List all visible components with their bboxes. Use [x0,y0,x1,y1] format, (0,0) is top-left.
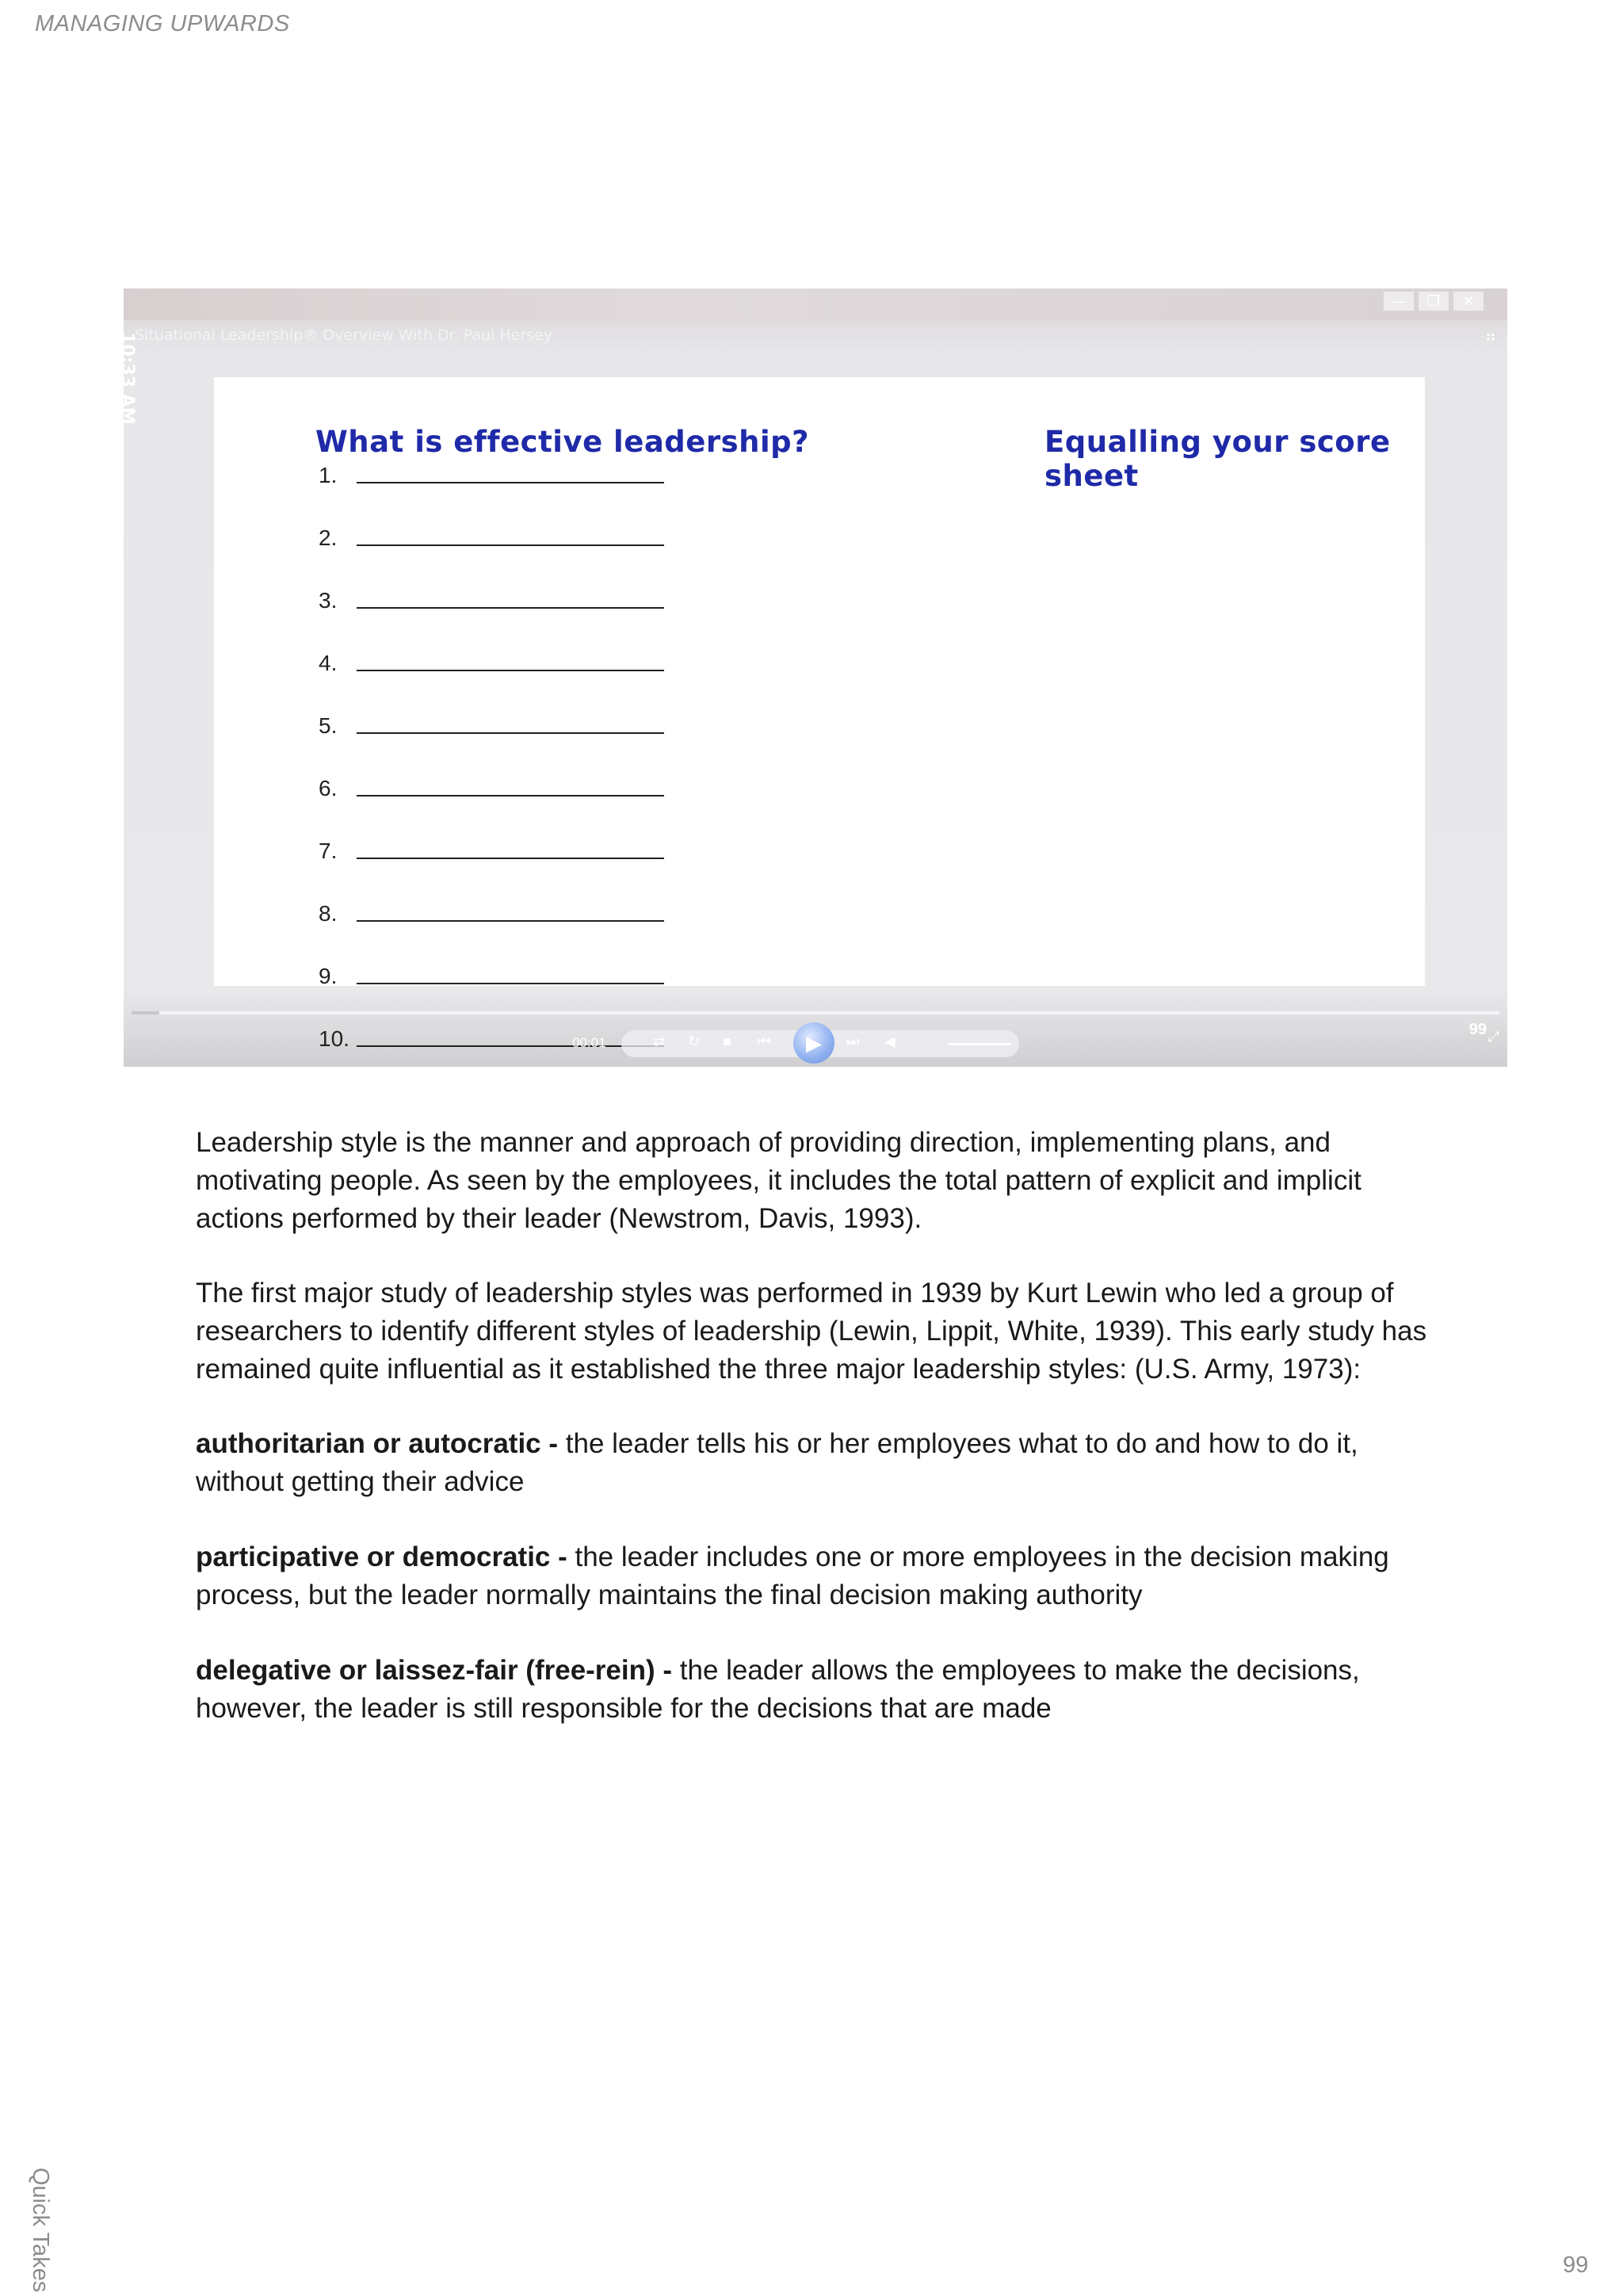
video-player[interactable] [117,288,1507,1067]
grid-icon[interactable]: ⠶ [1484,328,1496,346]
list-item: 2. [319,519,664,551]
minimize-icon[interactable]: — [1384,292,1414,311]
video-timestamp: 10:33 AM [117,332,137,425]
stop-icon[interactable]: ■ [723,1033,731,1049]
style-term: delegative or laissez-fair (free-rein) - [196,1655,673,1686]
repeat-icon[interactable]: ↻ [688,1033,701,1049]
list-item: 7. [319,832,664,864]
list-item: 10. [319,1020,664,1052]
style-description: the leader includes one or more employees in the decision making process, but the leader normally maintains the final decision making authority [196,1541,1389,1610]
volume-slider[interactable] [948,1043,1011,1045]
previous-icon[interactable]: ⏮ [758,1033,771,1049]
running-header: MANAGING UPWARDS [35,11,290,36]
list-item: 5. [319,707,664,739]
restore-icon[interactable]: ❐ [1419,292,1449,311]
style-participative [196,1538,1448,1614]
window-controls [1384,292,1484,311]
list-item: 8. [319,895,664,926]
slide-heading-score-sheet: Equalling your score sheet [1044,425,1391,493]
style-term: authoritarian or autocratic - [196,1428,559,1459]
fullscreen-icon[interactable]: ⤢ [1487,1029,1499,1045]
progress-bar[interactable] [132,1011,1499,1014]
video-title-bar [124,288,1507,320]
close-icon[interactable]: ✕ [1453,292,1484,311]
shuffle-icon[interactable]: ⇄ [653,1033,666,1049]
list-item: 1. [319,457,664,488]
style-delegative [196,1652,1448,1728]
progress-fill [132,1011,159,1014]
list-item: 6. [319,770,664,801]
slide-heading-effective-leadership: What is effective leadership? [315,425,810,459]
next-icon[interactable]: ⏭ [846,1033,860,1049]
style-authoritarian [196,1425,1448,1501]
play-icon[interactable]: ▶ [793,1022,834,1064]
style-description: the leader allows the employees to make the decisions, however, the leader is still responsible for the decisions that are made [196,1655,1360,1724]
list-item: 4. [319,644,664,676]
page-badge: 99 [1468,1021,1487,1038]
style-term: participative or democratic - [196,1541,567,1572]
style-description: the leader tells his or her employees what to do and how to do it, without getting their advice [196,1428,1358,1497]
volume-icon[interactable]: ◀ [884,1033,896,1049]
paragraph-leadership-style: Leadership style is the manner and approach of providing direction, implementing plans, and motivating people. As seen by the employees, it includes the total pattern of explicit and implicit actions performed by their leader (Newstrom, Davis, 1993). [196,1127,1361,1234]
player-controls [124,1011,1507,1067]
paragraph-first-study: The first major study of leadership styles was performed in 1939 by Kurt Lewin who led a group of researchers to identify different styles of leadership (Lewin, Lippit, White, 1939). This early study has remained quite influential as it established the three major leadership styles: (U.S. Army, 1973): [196,1278,1427,1385]
list-item: 3. [319,582,664,613]
video-title: Situational Leadership® Overview With Dr. Paul Hersey [135,327,552,344]
list-item: 9. [319,957,664,989]
side-label: Quick Takes [28,2168,53,2293]
page-number: 99 [1563,2252,1589,2278]
elapsed-time: 00:01 [572,1035,606,1050]
